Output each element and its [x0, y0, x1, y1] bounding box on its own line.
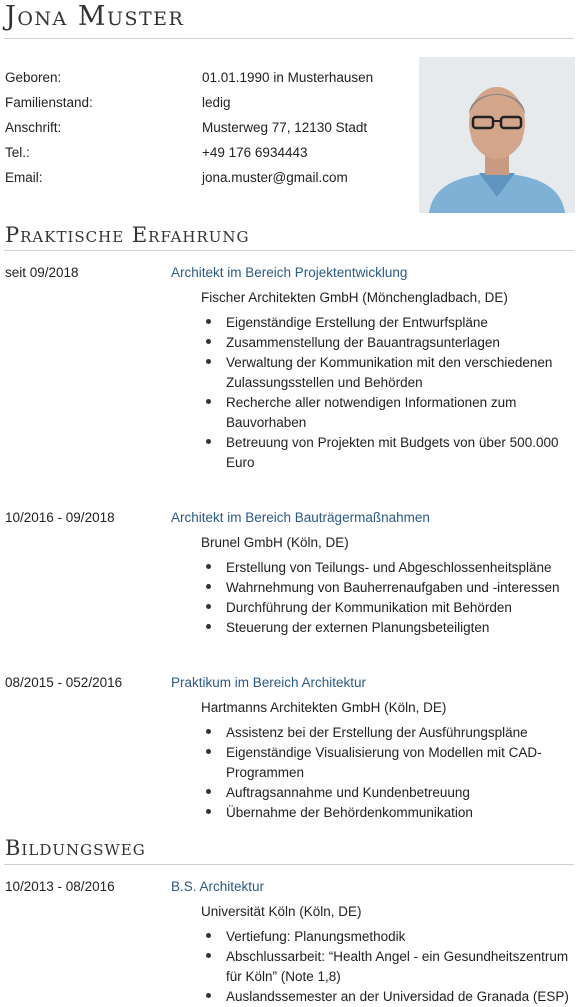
entry-institution: Universität Köln (Köln, DE) — [201, 904, 362, 919]
entry-role: Praktikum im Bereich Architektur — [171, 675, 367, 690]
cv-name: Jona Muster — [5, 1, 185, 32]
list-item: Auslandssemester an der Universidad de Granada (ESP) — [201, 987, 571, 1007]
email-value: jona.muster@gmail.com — [202, 170, 348, 185]
experience-title: Praktische Erfahrung — [5, 223, 250, 247]
personal-row — [5, 69, 405, 94]
personal-row — [5, 169, 405, 194]
list-item: Betreuung von Projekten mit Budgets von über 500.000 Euro — [201, 433, 571, 473]
entry-company: Brunel GmbH (Köln, DE) — [201, 535, 349, 550]
list-item: Auftragsannahme und Kundenbetreuung — [201, 783, 571, 803]
entry-company: Hartmanns Architekten GmbH (Köln, DE) — [201, 700, 447, 715]
list-item: Zusammenstellung der Bauantragsunterlagen — [201, 333, 571, 353]
list-item: Wahrnehmung von Bauherrenaufgaben und -interessen — [201, 578, 571, 598]
address-value: Musterweg 77, 12130 Stadt — [202, 120, 368, 135]
marital-status-value: ledig — [202, 95, 231, 110]
list-item: Eigenständige Erstellung der Entwurfspläne — [201, 313, 571, 333]
phone-label: Tel.: — [5, 145, 30, 160]
list-item: Abschlussarbeit: “Health Angel - ein Gesundheitszentrum für Köln” (Note 1,8) — [201, 947, 571, 987]
address-label: Anschrift: — [5, 120, 62, 135]
entry-degree: B.S. Architektur — [171, 879, 265, 894]
entry-role: Architekt im Bereich Bauträgermaßnahmen — [171, 510, 430, 525]
entry-role: Architekt im Bereich Projektentwicklung — [171, 265, 408, 280]
birth-label: Geboren: — [5, 70, 62, 85]
list-item: Eigenständige Visualisierung von Modellen mit CAD-Programmen — [201, 743, 571, 783]
list-item: Verwaltung der Kommunikation mit den verschiedenen Zulassungsstellen und Behörden — [201, 353, 571, 393]
entry-bullets — [201, 723, 571, 823]
entry-bullets — [201, 313, 571, 473]
birth-value: 01.01.1990 in Musterhausen — [202, 70, 374, 85]
entry-bullets — [201, 558, 571, 638]
header-divider — [4, 38, 574, 39]
personal-row — [5, 119, 405, 144]
phone-value: +49 176 6934443 — [202, 145, 308, 160]
list-item: Recherche aller notwendigen Informationen zum Bauvorhaben — [201, 393, 571, 433]
marital-status-label: Familienstand: — [5, 95, 93, 110]
entry-date: seit 09/2018 — [5, 265, 79, 280]
education-title: Bildungsweg — [5, 836, 146, 860]
entry-bullets — [201, 927, 571, 1007]
profile-photo — [419, 57, 575, 213]
list-item: Steuerung der externen Planungsbeteiligten — [201, 618, 571, 638]
entry-date: 10/2013 - 08/2016 — [5, 879, 115, 894]
portrait-illustration — [419, 57, 575, 213]
personal-row — [5, 94, 405, 119]
list-item: Assistenz bei der Erstellung der Ausführungspläne — [201, 723, 571, 743]
entry-date: 10/2016 - 09/2018 — [5, 510, 115, 525]
personal-info — [5, 69, 405, 194]
email-label: Email: — [5, 170, 43, 185]
list-item: Erstellung von Teilungs- und Abgeschlossenheitspläne — [201, 558, 571, 578]
experience-divider — [4, 250, 574, 251]
entry-company: Fischer Architekten GmbH (Mönchengladbach, DE) — [201, 290, 508, 305]
list-item: Durchführung der Kommunikation mit Behörden — [201, 598, 571, 618]
list-item: Vertiefung: Planungsmethodik — [201, 927, 571, 947]
education-divider — [4, 864, 574, 865]
list-item: Übernahme der Behördenkommunikation — [201, 803, 571, 823]
entry-date: 08/2015 - 052/2016 — [5, 675, 123, 690]
personal-row — [5, 144, 405, 169]
